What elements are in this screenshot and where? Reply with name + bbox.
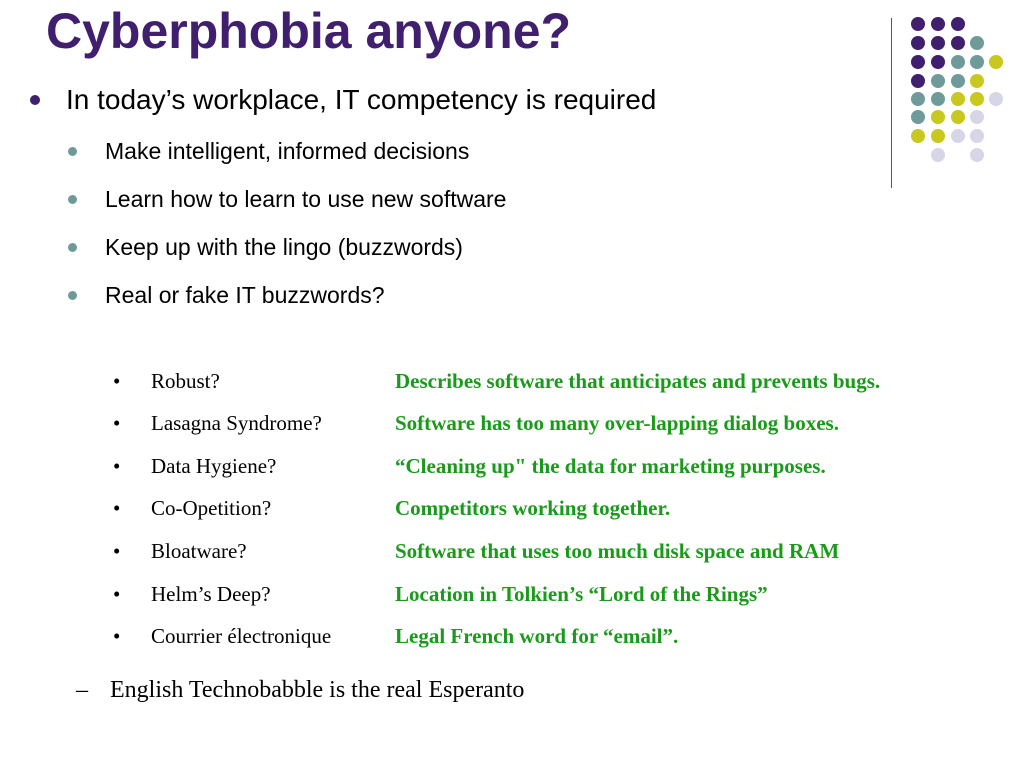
decorative-dot — [911, 36, 925, 50]
decorative-dot — [911, 17, 925, 31]
term-name: Helm’s Deep? — [151, 582, 271, 606]
term-row — [0, 621, 1024, 651]
term-definition: Location in Tolkien’s “Lord of the Rings” — [395, 582, 768, 606]
decorative-dot — [951, 36, 965, 50]
decorative-dot — [970, 74, 984, 88]
decorative-dot — [951, 129, 965, 143]
sub-bullet-text: Learn how to learn to use new software — [105, 186, 507, 212]
decorative-dot — [931, 36, 945, 50]
sub-bullet-text: Real or fake IT buzzwords? — [105, 282, 385, 308]
term-bullet: • — [113, 539, 121, 563]
decorative-dot — [951, 110, 965, 124]
decorative-dot — [931, 92, 945, 106]
decorative-dot — [931, 55, 945, 69]
decorative-dot — [911, 129, 925, 143]
term-row — [0, 493, 1024, 523]
term-definition: Software that uses too much disk space and RAM — [395, 539, 840, 563]
term-name: Courrier électronique — [151, 624, 332, 648]
decorative-dot — [931, 74, 945, 88]
decorative-dot — [970, 36, 984, 50]
term-name: Robust? — [151, 369, 220, 393]
term-row — [0, 408, 1024, 438]
slide-title: Cyberphobia anyone? — [46, 3, 572, 59]
term-row — [0, 451, 1024, 481]
term-definition: Competitors working together. — [395, 496, 671, 520]
term-name: Bloatware? — [151, 539, 247, 563]
term-row — [0, 366, 1024, 396]
term-bullet: • — [113, 369, 121, 393]
term-definition: “Cleaning up" the data for marketing purposes. — [395, 454, 826, 478]
main-bullet-text: In today’s workplace, IT competency is required — [66, 84, 657, 115]
decorative-dot — [970, 148, 984, 162]
decorative-dot — [951, 74, 965, 88]
decorative-dot — [989, 55, 1003, 69]
sub-bullet-dot — [68, 195, 77, 204]
decorative-dot — [911, 74, 925, 88]
term-bullet: • — [113, 624, 121, 648]
decorative-dot — [989, 92, 1003, 106]
term-definition: Legal French word for “email”. — [395, 624, 679, 648]
decorative-dot — [951, 17, 965, 31]
decorative-dot — [931, 17, 945, 31]
decorative-dot — [911, 55, 925, 69]
sub-bullet-dot — [68, 291, 77, 300]
term-definition: Software has too many over-lapping dialog boxes. — [395, 411, 839, 435]
decorative-dot — [931, 148, 945, 162]
decorative-dot — [911, 110, 925, 124]
decorative-dot — [911, 92, 925, 106]
term-name: Co-Opetition? — [151, 496, 272, 520]
term-bullet: • — [113, 454, 121, 478]
term-definition: Describes software that anticipates and prevents bugs. — [395, 369, 881, 393]
term-row — [0, 536, 1024, 566]
main-bullet-dot — [30, 95, 40, 105]
term-bullet: • — [113, 582, 121, 606]
sub-bullet-text: Make intelligent, informed decisions — [105, 138, 470, 164]
decorative-dot — [970, 55, 984, 69]
decorative-dot — [931, 110, 945, 124]
decorative-dot — [951, 55, 965, 69]
sub-bullet-text: Keep up with the lingo (buzzwords) — [105, 234, 463, 260]
decorative-dot — [970, 110, 984, 124]
term-row — [0, 579, 1024, 609]
term-name: Data Hygiene? — [151, 454, 277, 478]
term-bullet: • — [113, 496, 121, 520]
term-bullet: • — [113, 411, 121, 435]
closing-text: English Technobabble is the real Esperanto — [110, 677, 525, 703]
decorative-dot — [931, 129, 945, 143]
decorative-dot — [970, 129, 984, 143]
term-name: Lasagna Syndrome? — [151, 411, 322, 435]
sub-bullet-dot — [68, 147, 77, 156]
sub-bullet-dot — [68, 243, 77, 252]
decorative-dot — [951, 92, 965, 106]
dash-bullet: – — [76, 677, 88, 703]
decorative-dot — [970, 92, 984, 106]
